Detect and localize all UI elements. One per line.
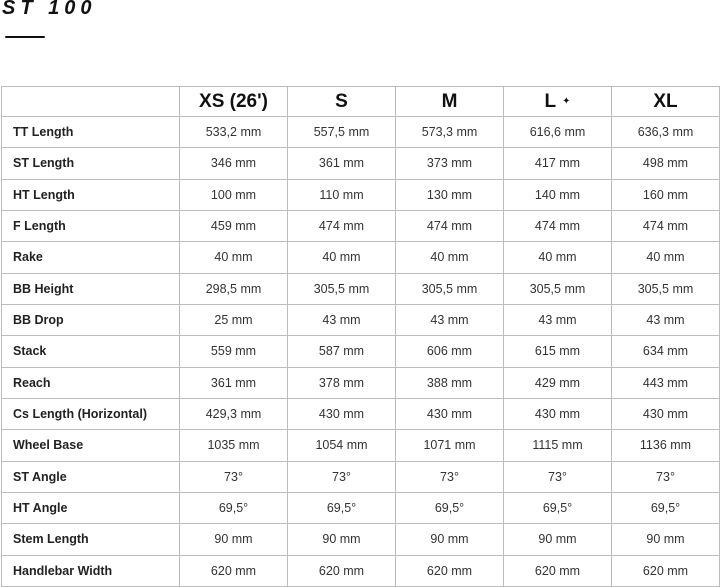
- row-label: ST Angle: [2, 461, 180, 492]
- table-cell: 620 mm: [504, 555, 612, 586]
- table-cell: 73°: [288, 461, 396, 492]
- table-cell: 43 mm: [396, 304, 504, 335]
- table-row: [2, 524, 720, 555]
- table-cell: 90 mm: [180, 524, 288, 555]
- table-cell: 620 mm: [288, 555, 396, 586]
- table-cell: 43 mm: [504, 304, 612, 335]
- size-header-m: [396, 87, 504, 117]
- row-label: Stack: [2, 336, 180, 367]
- table-cell: 40 mm: [396, 242, 504, 273]
- size-label: M: [441, 90, 458, 112]
- table-cell: 620 mm: [180, 555, 288, 586]
- table-row: [2, 555, 720, 586]
- row-label: Stem Length: [2, 524, 180, 555]
- row-label: Rake: [2, 242, 180, 273]
- table-cell: 573,3 mm: [396, 117, 504, 148]
- row-label: TT Length: [2, 117, 180, 148]
- geometry-table: [1, 86, 720, 587]
- size-label: L: [544, 90, 557, 112]
- table-cell: 43 mm: [288, 304, 396, 335]
- table-cell: 130 mm: [396, 179, 504, 210]
- row-label: HT Angle: [2, 492, 180, 523]
- row-label: Cs Length (Horizontal): [2, 398, 180, 429]
- table-cell: 1071 mm: [396, 430, 504, 461]
- size-header-xl: [612, 87, 720, 117]
- table-row: [2, 179, 720, 210]
- table-cell: 459 mm: [180, 210, 288, 241]
- row-label: ST Length: [2, 148, 180, 179]
- table-cell: 557,5 mm: [288, 117, 396, 148]
- table-cell: 305,5 mm: [396, 273, 504, 304]
- title-underline: [5, 36, 45, 38]
- table-cell: 1035 mm: [180, 430, 288, 461]
- row-label: F Length: [2, 210, 180, 241]
- table-cell: 69,5°: [180, 492, 288, 523]
- table-cell: 90 mm: [612, 524, 720, 555]
- table-cell: 443 mm: [612, 367, 720, 398]
- table-cell: 616,6 mm: [504, 117, 612, 148]
- table-cell: 69,5°: [288, 492, 396, 523]
- size-label: S: [335, 90, 348, 112]
- table-cell: 305,5 mm: [612, 273, 720, 304]
- table-cell: 1115 mm: [504, 430, 612, 461]
- size-label: XL: [653, 90, 678, 112]
- table-cell: 361 mm: [180, 367, 288, 398]
- row-label: Wheel Base: [2, 430, 180, 461]
- size-header-xs: [180, 87, 288, 117]
- table-cell: 90 mm: [504, 524, 612, 555]
- table-cell: 388 mm: [396, 367, 504, 398]
- table-row: [2, 242, 720, 273]
- table-cell: 429 mm: [504, 367, 612, 398]
- table-cell: 429,3 mm: [180, 398, 288, 429]
- table-cell: 559 mm: [180, 336, 288, 367]
- row-label: Reach: [2, 367, 180, 398]
- table-cell: 620 mm: [612, 555, 720, 586]
- table-cell: 140 mm: [504, 179, 612, 210]
- table-cell: 1054 mm: [288, 430, 396, 461]
- table-cell: 430 mm: [504, 398, 612, 429]
- table-row: [2, 461, 720, 492]
- table-header-row: [2, 87, 720, 117]
- table-cell: 430 mm: [612, 398, 720, 429]
- row-label: HT Length: [2, 179, 180, 210]
- page-title: ST 100: [2, 0, 97, 19]
- table-cell: 474 mm: [612, 210, 720, 241]
- table-cell: 90 mm: [396, 524, 504, 555]
- table-cell: 40 mm: [180, 242, 288, 273]
- table-cell: 73°: [396, 461, 504, 492]
- table-row: [2, 210, 720, 241]
- table-cell: 69,5°: [612, 492, 720, 523]
- table-cell: 417 mm: [504, 148, 612, 179]
- row-label: BB Drop: [2, 304, 180, 335]
- table-cell: 110 mm: [288, 179, 396, 210]
- table-cell: 40 mm: [504, 242, 612, 273]
- table-cell: 474 mm: [396, 210, 504, 241]
- table-cell: 636,3 mm: [612, 117, 720, 148]
- table-row: [2, 430, 720, 461]
- table-cell: 533,2 mm: [180, 117, 288, 148]
- row-label: BB Height: [2, 273, 180, 304]
- table-row: [2, 117, 720, 148]
- table-cell: 498 mm: [612, 148, 720, 179]
- table-cell: 69,5°: [504, 492, 612, 523]
- table-cell: 430 mm: [396, 398, 504, 429]
- table-row: [2, 336, 720, 367]
- table-cell: 474 mm: [288, 210, 396, 241]
- table-row: [2, 148, 720, 179]
- table-row: [2, 273, 720, 304]
- table-cell: 100 mm: [180, 179, 288, 210]
- size-marker-icon: ✦: [562, 95, 571, 107]
- table-cell: 25 mm: [180, 304, 288, 335]
- table-cell: 361 mm: [288, 148, 396, 179]
- table-cell: 40 mm: [612, 242, 720, 273]
- table-cell: 305,5 mm: [504, 273, 612, 304]
- table-cell: 587 mm: [288, 336, 396, 367]
- table-cell: 378 mm: [288, 367, 396, 398]
- size-label: XS (26'): [199, 90, 268, 112]
- table-row: [2, 367, 720, 398]
- table-cell: 1136 mm: [612, 430, 720, 461]
- table-cell: 160 mm: [612, 179, 720, 210]
- table-cell: 90 mm: [288, 524, 396, 555]
- table-cell: 40 mm: [288, 242, 396, 273]
- table-cell: 634 mm: [612, 336, 720, 367]
- size-header-s: [288, 87, 396, 117]
- table-cell: 43 mm: [612, 304, 720, 335]
- table-cell: 615 mm: [504, 336, 612, 367]
- table-cell: 474 mm: [504, 210, 612, 241]
- table-cell: 620 mm: [396, 555, 504, 586]
- table-cell: 606 mm: [396, 336, 504, 367]
- row-label: Handlebar Width: [2, 555, 180, 586]
- table-row: [2, 398, 720, 429]
- table-row: [2, 304, 720, 335]
- size-header-l: [504, 87, 612, 117]
- table-cell: 69,5°: [396, 492, 504, 523]
- table-cell: 373 mm: [396, 148, 504, 179]
- table-cell: 346 mm: [180, 148, 288, 179]
- table-cell: 73°: [504, 461, 612, 492]
- header-corner: [2, 87, 180, 117]
- table-cell: 430 mm: [288, 398, 396, 429]
- table-row: [2, 492, 720, 523]
- table-cell: 73°: [180, 461, 288, 492]
- table-cell: 73°: [612, 461, 720, 492]
- table-cell: 298,5 mm: [180, 273, 288, 304]
- table-cell: 305,5 mm: [288, 273, 396, 304]
